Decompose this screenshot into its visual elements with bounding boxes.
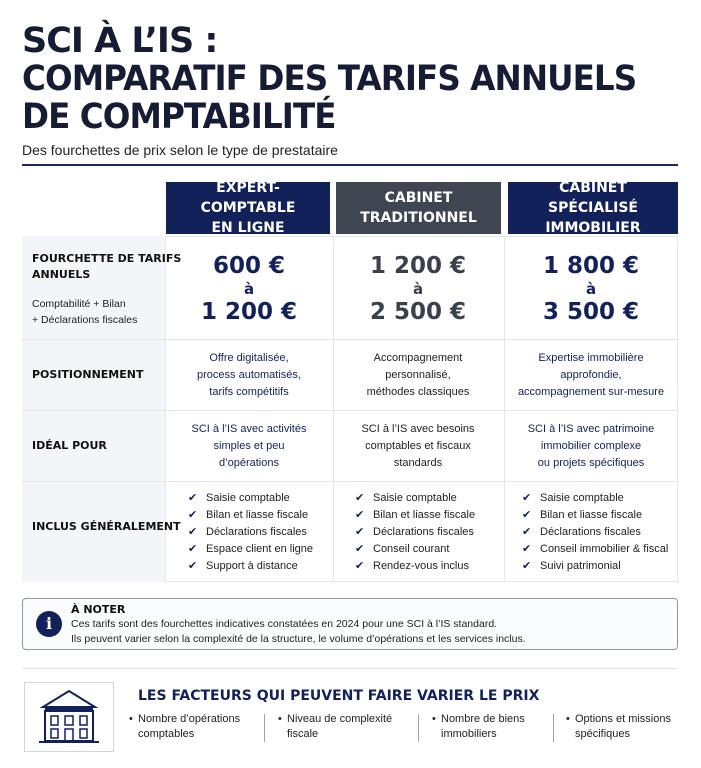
list-item-label: Bilan et liasse fiscale: [373, 509, 476, 521]
row-label-ideal: IDÉAL POUR: [32, 439, 107, 452]
info-icon: i: [36, 611, 62, 637]
list-item-label: Bilan et liasse fiscale: [540, 509, 643, 521]
cell-line: Accompagnement: [373, 352, 463, 364]
positionnement-online: [165, 350, 333, 401]
list-item: [522, 558, 668, 575]
list-item-label: Conseil immobilier & fiscal: [540, 543, 669, 555]
row-divider: [22, 410, 678, 411]
check-icon: ✔: [188, 543, 198, 555]
ideal-specialized: [507, 421, 675, 472]
list-item-label: Suivi patrimonial: [540, 560, 621, 572]
column-divider: [504, 236, 505, 582]
cell-line: comptables et fiscaux: [365, 440, 471, 452]
row-label-tarifs-line2: ANNUELS: [32, 268, 91, 281]
cell-line: simples et peu: [213, 440, 285, 452]
list-item-label: Saisie comptable: [206, 492, 290, 504]
cell-line: SCI à l’IS avec besoins: [361, 423, 475, 435]
row-label-positionnement: POSITIONNEMENT: [32, 368, 144, 381]
factor-separator: [418, 714, 419, 742]
list-item: [188, 507, 313, 524]
factor-line: Options et missions: [575, 713, 671, 725]
list-item-label: Déclarations fiscales: [206, 526, 307, 538]
note-line-1: Ces tarifs sont des fourchettes indicatives constatées en 2024 pour une SCI à l’IS standard.: [71, 618, 498, 630]
cell-line: Expertise immobilière: [538, 352, 644, 364]
price-online-max: 1 200 €: [200, 299, 298, 325]
list-item: [522, 507, 668, 524]
included-list-specialized: [522, 490, 668, 575]
row-divider: [22, 481, 678, 482]
factor-line: comptables: [138, 728, 195, 740]
cell-line: approfondie,: [560, 369, 622, 381]
ideal-traditional: [334, 421, 502, 472]
price-online-to: à: [243, 280, 255, 298]
cell-line: Offre digitalisée,: [209, 352, 289, 364]
list-item: [188, 490, 313, 507]
column-header-specialized-line2: IMMOBILIER: [545, 220, 641, 236]
factor-biens: [432, 712, 525, 742]
cell-line: standards: [393, 457, 443, 469]
check-icon: ✔: [522, 492, 532, 504]
factor-options: [566, 712, 671, 742]
price-traditional: [334, 253, 502, 325]
column-header-traditional: [336, 182, 501, 234]
column-header-online: [166, 182, 330, 234]
row-divider: [22, 339, 678, 340]
price-specialized-max: 3 500 €: [542, 299, 640, 325]
column-header-specialized-line1: CABINET SPÉCIALISÉ: [547, 180, 638, 216]
check-icon: ✔: [522, 509, 532, 521]
title-line-3: DE COMPTABILITÉ: [22, 97, 336, 137]
factors-divider: [22, 668, 678, 669]
note-line-2: Ils peuvent varier selon la complexité de la structure, le volume d’opérations et les services inclus.: [71, 633, 526, 645]
price-specialized-min: 1 800 €: [542, 253, 640, 279]
row-sublabel-tarifs: [32, 296, 137, 328]
price-specialized: [507, 253, 675, 325]
positionnement-traditional: [334, 350, 502, 401]
bullet-icon: •: [566, 713, 570, 725]
list-item-label: Saisie comptable: [373, 492, 457, 504]
column-header-traditional-line2: TRADITIONNEL: [360, 210, 477, 226]
building-icon: [24, 682, 114, 752]
row-sublabel-tarifs-line1: Comptabilité + Bilan: [32, 298, 126, 310]
list-item: [355, 490, 475, 507]
ideal-online: [165, 421, 333, 472]
factor-line: Nombre de biens: [441, 713, 525, 725]
factor-line: immobiliers: [441, 728, 497, 740]
list-item-label: Support à distance: [206, 560, 298, 572]
cell-line: personnalisé,: [385, 369, 451, 381]
list-item-label: Espace client en ligne: [206, 543, 314, 555]
list-item: [355, 558, 475, 575]
price-traditional-min: 1 200 €: [369, 253, 467, 279]
title-line-1: SCI À L’IS :: [22, 21, 218, 61]
list-item: [522, 541, 668, 558]
check-icon: ✔: [188, 526, 198, 538]
column-header-online-line2: EN LIGNE: [211, 220, 285, 236]
cell-line: SCI à l’IS avec patrimoine: [527, 423, 655, 435]
check-icon: ✔: [355, 492, 365, 504]
factor-complexite: [278, 712, 393, 742]
column-header-specialized: [508, 182, 678, 234]
factor-line: fiscale: [287, 728, 319, 740]
row-label-tarifs: [32, 251, 181, 283]
list-item: [188, 524, 313, 541]
title-line-2: COMPARATIF DES TARIFS ANNUELS: [22, 59, 637, 99]
check-icon: ✔: [522, 526, 532, 538]
cell-line: méthodes classiques: [366, 386, 470, 398]
factor-separator: [553, 714, 554, 742]
factor-operations: [129, 712, 241, 742]
note-title: À NOTER: [71, 603, 126, 616]
list-item: [188, 541, 313, 558]
bullet-icon: •: [278, 713, 282, 725]
list-item: [355, 507, 475, 524]
list-item-label: Rendez-vous inclus: [373, 560, 469, 572]
check-icon: ✔: [188, 492, 198, 504]
list-item-label: Saisie comptable: [540, 492, 624, 504]
cell-line: immobilier complexe: [540, 440, 642, 452]
row-sublabel-tarifs-line2: + Déclarations fiscales: [32, 314, 138, 326]
cell-line: SCI à l’IS avec activités: [191, 423, 307, 435]
list-item: [522, 490, 668, 507]
price-specialized-to: à: [585, 280, 597, 298]
check-icon: ✔: [355, 543, 365, 555]
row-label-tarifs-line1: FOURCHETTE DE TARIFS: [32, 252, 182, 265]
price-online-min: 600 €: [212, 253, 286, 279]
positionnement-specialized: [507, 350, 675, 401]
page-title: [22, 22, 682, 136]
cell-line: accompagnement sur-mesure: [517, 386, 665, 398]
factors-title: LES FACTEURS QUI PEUVENT FAIRE VARIER LE PRIX: [138, 688, 540, 704]
list-item-label: Bilan et liasse fiscale: [206, 509, 309, 521]
cell-line: ou projets spécifiques: [537, 457, 645, 469]
subtitle: Des fourchettes de prix selon le type de prestataire: [22, 142, 338, 158]
bullet-icon: •: [432, 713, 436, 725]
row-label-inclus: INCLUS GÉNÉRALEMENT: [32, 520, 181, 533]
column-header-traditional-line1: CABINET: [384, 190, 453, 206]
check-icon: ✔: [188, 560, 198, 572]
check-icon: ✔: [522, 543, 532, 555]
title-divider: [22, 164, 678, 166]
list-item: [355, 524, 475, 541]
list-item-label: Déclarations fiscales: [373, 526, 474, 538]
factor-line: Nombre d’opérations: [138, 713, 241, 725]
list-item: [522, 524, 668, 541]
included-list-traditional: [355, 490, 475, 575]
price-online: [165, 253, 333, 325]
factor-line: Niveau de complexité: [287, 713, 393, 725]
factor-line: spécifiques: [575, 728, 631, 740]
cell-line: process automatisés,: [197, 369, 301, 381]
cell-line: d’opérations: [219, 457, 279, 469]
check-icon: ✔: [355, 526, 365, 538]
check-icon: ✔: [188, 509, 198, 521]
bullet-icon: •: [129, 713, 133, 725]
price-traditional-max: 2 500 €: [369, 299, 467, 325]
list-item-label: Conseil courant: [373, 543, 450, 555]
list-item: [355, 541, 475, 558]
factor-separator: [264, 714, 265, 742]
price-traditional-to: à: [412, 280, 424, 298]
included-list-online: [188, 490, 313, 575]
list-item-label: Déclarations fiscales: [540, 526, 641, 538]
cell-line: tarifs compétitifs: [209, 386, 289, 398]
check-icon: ✔: [355, 509, 365, 521]
check-icon: ✔: [355, 560, 365, 572]
column-header-online-line1: EXPERT-COMPTABLE: [200, 180, 296, 216]
list-item: [188, 558, 313, 575]
check-icon: ✔: [522, 560, 532, 572]
